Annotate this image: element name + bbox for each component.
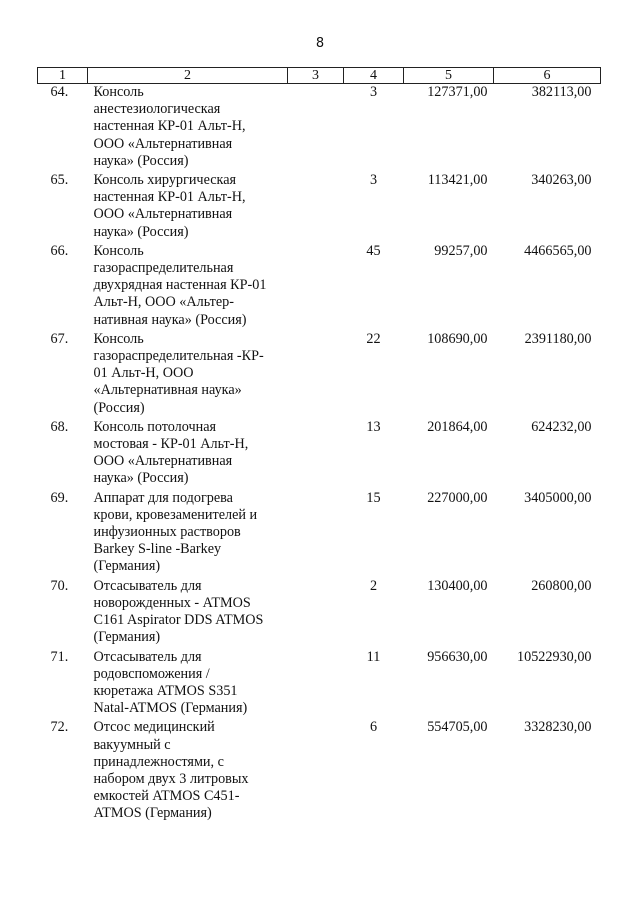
item-name [88, 84, 288, 173]
item-name-line: Консоль потолочная [93, 418, 217, 435]
col3-value [288, 172, 344, 243]
header-col-2: 2 [88, 68, 288, 84]
item-name-line: наука» (Россия) [93, 470, 189, 487]
item-name-line: принадлежностями, с [93, 753, 224, 770]
item-name-line: нативная наука» (Россия) [93, 311, 247, 328]
quantity: 3 [369, 84, 378, 100]
page-number: 8 [315, 36, 325, 51]
table-row [38, 490, 601, 578]
item-name-line: наука» (Россия) [93, 223, 189, 240]
item-name-line: Отсос медицинский [93, 719, 215, 736]
item-name [88, 719, 288, 824]
item-name-line: наука» (Россия) [93, 152, 189, 169]
unit-price: 99257,00 [434, 242, 488, 259]
col3-value [288, 419, 344, 490]
item-name [88, 419, 288, 490]
unit-price: 127371,00 [427, 84, 488, 100]
total-sum: 2391180,00 [524, 330, 592, 347]
col3-value [288, 84, 344, 173]
item-name-line: ООО «Альтернативная [93, 135, 233, 152]
item-name-line: емкостей ATMOS C451- [93, 788, 240, 805]
table-row [38, 172, 601, 243]
table-row [38, 243, 601, 331]
unit-price: 227000,00 [427, 489, 488, 506]
table-body [38, 84, 601, 825]
col3-value [288, 331, 344, 419]
total-sum: 10522930,00 [517, 648, 592, 665]
item-name-line: Barkey S-line -Barkey [93, 541, 222, 558]
quantity: 6 [369, 719, 378, 736]
item-name-line: C161 Aspirator DDS ATMOS [93, 612, 264, 629]
item-name-line: газораспределительная -КР- [93, 348, 264, 365]
row-number: 67. [50, 330, 69, 347]
item-name-line: новорожденных - ATMOS [93, 594, 251, 611]
item-name-line: Консоль хирургическая [93, 172, 237, 189]
item-name [88, 649, 288, 720]
total-sum: 382113,00 [531, 84, 592, 100]
row-number: 72. [50, 719, 69, 736]
quantity: 15 [366, 489, 381, 506]
row-number: 65. [50, 172, 69, 189]
item-name-line: Альт-Н, ООО «Альтер- [93, 294, 234, 311]
unit-price: 554705,00 [427, 719, 488, 736]
unit-price: 113421,00 [427, 172, 488, 189]
total-sum: 3328230,00 [524, 719, 592, 736]
quantity: 45 [366, 242, 381, 259]
item-name-line: родовспоможения / [93, 665, 210, 682]
table-row [38, 719, 601, 824]
col3-value [288, 490, 344, 578]
unit-price: 108690,00 [427, 330, 488, 347]
table-row [38, 331, 601, 419]
item-name-line: настенная КР-01 Альт-Н, [93, 189, 246, 206]
table-row [38, 419, 601, 490]
table-header-row [38, 68, 601, 84]
item-name-line: ООО «Альтернативная [93, 453, 233, 470]
quantity: 13 [366, 418, 381, 435]
header-col-3: 3 [288, 68, 344, 84]
row-number: 66. [50, 242, 69, 259]
item-name [88, 172, 288, 243]
quantity: 3 [369, 172, 378, 189]
unit-price: 130400,00 [427, 577, 488, 594]
item-name [88, 490, 288, 578]
quantity: 22 [366, 330, 381, 347]
total-sum: 260800,00 [531, 577, 592, 594]
item-name-line: Консоль [93, 84, 144, 100]
item-name-line: ATMOS (Германия) [93, 805, 212, 822]
header-col-1: 1 [38, 68, 88, 84]
item-name-line: 01 Альт-Н, ООО [93, 365, 194, 382]
col3-value [288, 578, 344, 649]
item-name-line: ООО «Альтернативная [93, 206, 233, 223]
unit-price: 201864,00 [427, 418, 488, 435]
header-col-5: 5 [404, 68, 494, 84]
item-name-line: газораспределительная [93, 260, 234, 277]
item-name-line: (Германия) [93, 558, 161, 575]
item-name [88, 331, 288, 419]
total-sum: 340263,00 [531, 172, 592, 189]
row-number: 71. [50, 648, 69, 665]
table-row [38, 649, 601, 720]
item-name-line: крови, кровезаменителей и [93, 506, 258, 523]
item-name-line: Отсасыватель для [93, 648, 202, 665]
row-number: 69. [50, 489, 69, 506]
col3-value [288, 649, 344, 720]
item-name-line: Консоль [93, 330, 144, 347]
item-name-line: вакуумный с [93, 736, 171, 753]
item-name [88, 243, 288, 331]
quantity: 2 [369, 577, 378, 594]
item-name-line: мостовая - КР-01 Альт-Н, [93, 436, 249, 453]
item-name-line: кюретажа ATMOS S351 [93, 682, 238, 699]
row-number: 70. [50, 577, 69, 594]
item-name-line: Отсасыватель для [93, 577, 202, 594]
total-sum: 624232,00 [531, 418, 592, 435]
quantity: 11 [366, 648, 381, 665]
item-name-line: «Альтернативная наука» [93, 382, 242, 399]
item-name-line: (Россия) [93, 399, 145, 416]
table-row [38, 84, 601, 173]
total-sum: 3405000,00 [524, 489, 592, 506]
item-name [88, 578, 288, 649]
item-name-line: (Германия) [93, 629, 161, 646]
item-name-line: Natal-ATMOS (Германия) [93, 700, 248, 717]
header-col-4: 4 [344, 68, 404, 84]
row-number: 68. [50, 418, 69, 435]
item-name-line: настенная КР-01 Альт-Н, [93, 118, 246, 135]
item-name-line: Консоль [93, 242, 144, 259]
item-name-line: двухрядная настенная КР-01 [93, 277, 267, 294]
row-number: 64. [50, 84, 69, 100]
total-sum: 4466565,00 [524, 242, 592, 259]
item-name-line: инфузионных растворов [93, 524, 241, 541]
unit-price: 956630,00 [427, 648, 488, 665]
col3-value [288, 243, 344, 331]
header-col-6: 6 [494, 68, 601, 84]
item-name-line: набором двух 3 литровых [93, 770, 249, 787]
item-name-line: Аппарат для подогрева [93, 489, 233, 506]
col3-value [288, 719, 344, 824]
item-name-line: анестезиологическая [93, 101, 221, 118]
table-row [38, 578, 601, 649]
equipment-table [37, 67, 601, 825]
